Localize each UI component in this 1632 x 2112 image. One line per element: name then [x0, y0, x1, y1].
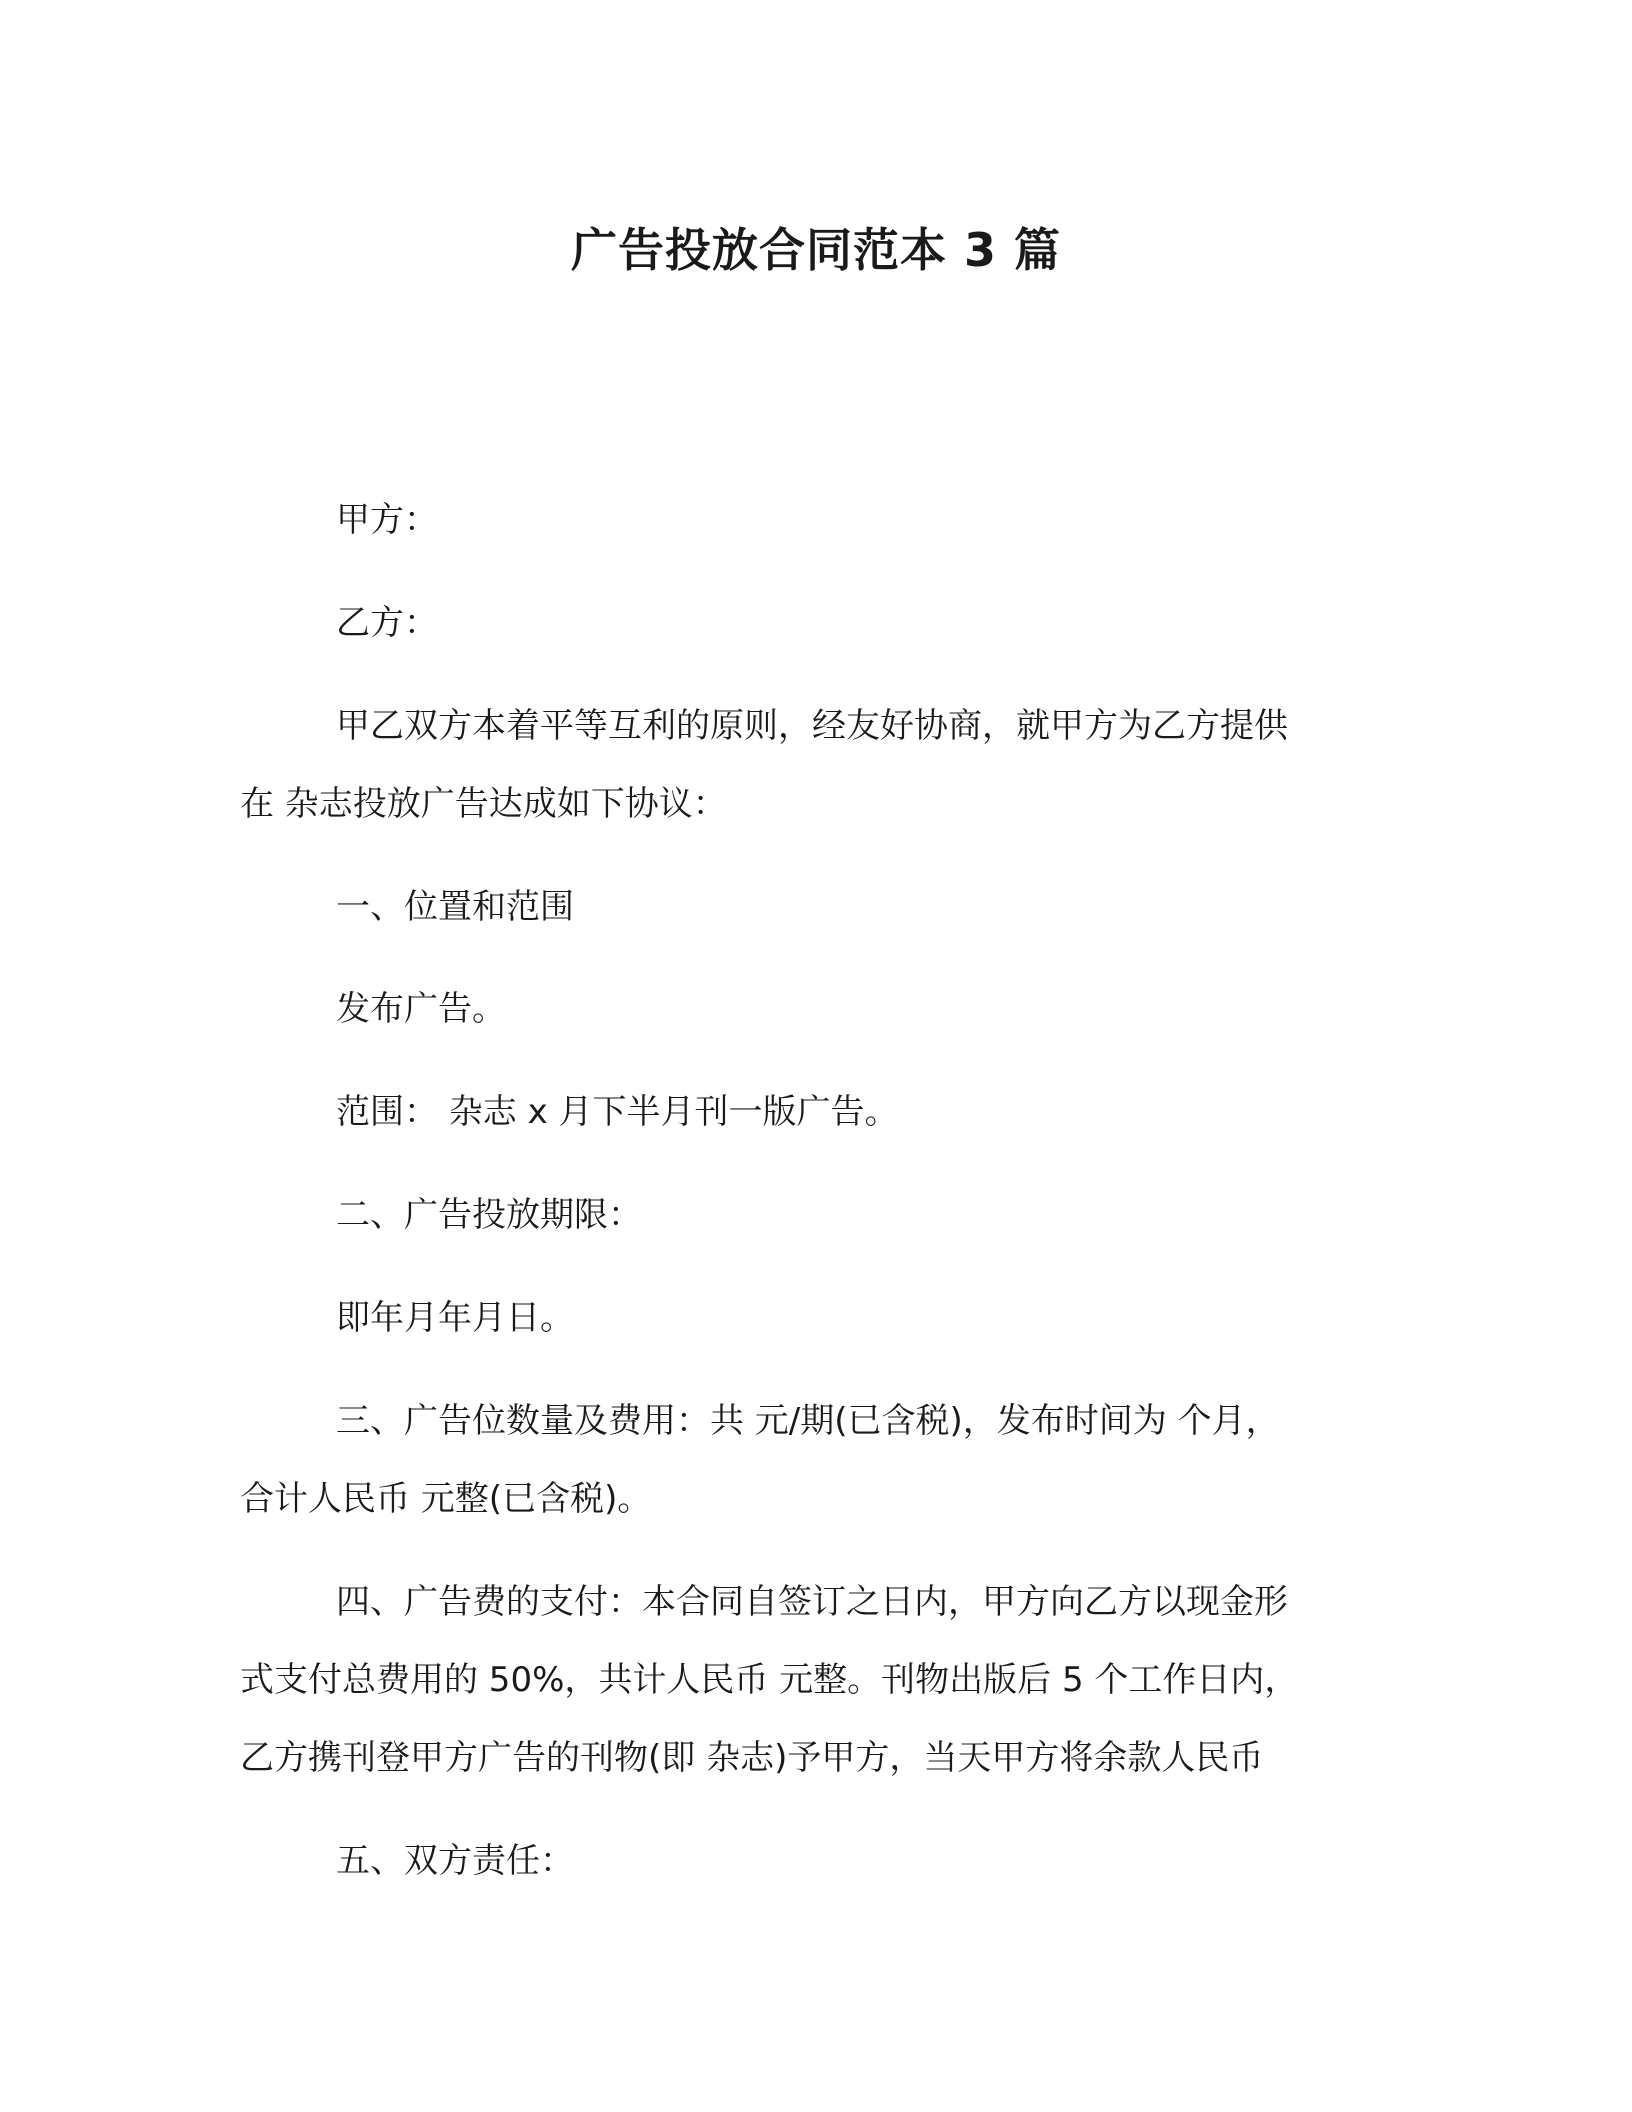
section-4-line-1: 四、广告费的支付：本合同自签订之日内，甲方向乙方以现金形	[336, 1582, 1288, 1622]
section-2-heading: 二、广告投放期限：	[336, 1195, 642, 1235]
intro-paragraph-line-2: 在 杂志投放广告达成如下协议：	[240, 784, 727, 824]
party-b-line: 乙方：	[336, 603, 438, 643]
section-4-line-3: 乙方携刊登甲方广告的刊物(即 杂志)予甲方，当天甲方将余款人民币	[240, 1738, 1264, 1778]
document-title: 广告投放合同范本 3 篇	[570, 223, 1062, 277]
intro-paragraph-line-1: 甲乙双方本着平等互利的原则，经友好协商，就甲方为乙方提供	[336, 706, 1288, 746]
section-1-heading: 一、位置和范围	[336, 887, 574, 927]
section-3-line-1: 三、广告位数量及费用：共 元/期(已含税)，发布时间为 个月，	[336, 1401, 1280, 1441]
section-1-text: 发布广告。	[336, 989, 506, 1029]
section-1-scope: 范围： 杂志 x 月下半月刊一版广告。	[336, 1092, 899, 1132]
party-a-line: 甲方：	[336, 500, 438, 540]
section-3-line-2: 合计人民币 元整(已含税)。	[240, 1479, 652, 1519]
section-5-heading: 五、双方责任：	[336, 1841, 574, 1881]
section-4-line-2: 式支付总费用的 50%，共计人民币 元整。刊物出版后 5 个工作日内，	[240, 1660, 1299, 1700]
section-2-text: 即年月年月日。	[336, 1298, 574, 1338]
